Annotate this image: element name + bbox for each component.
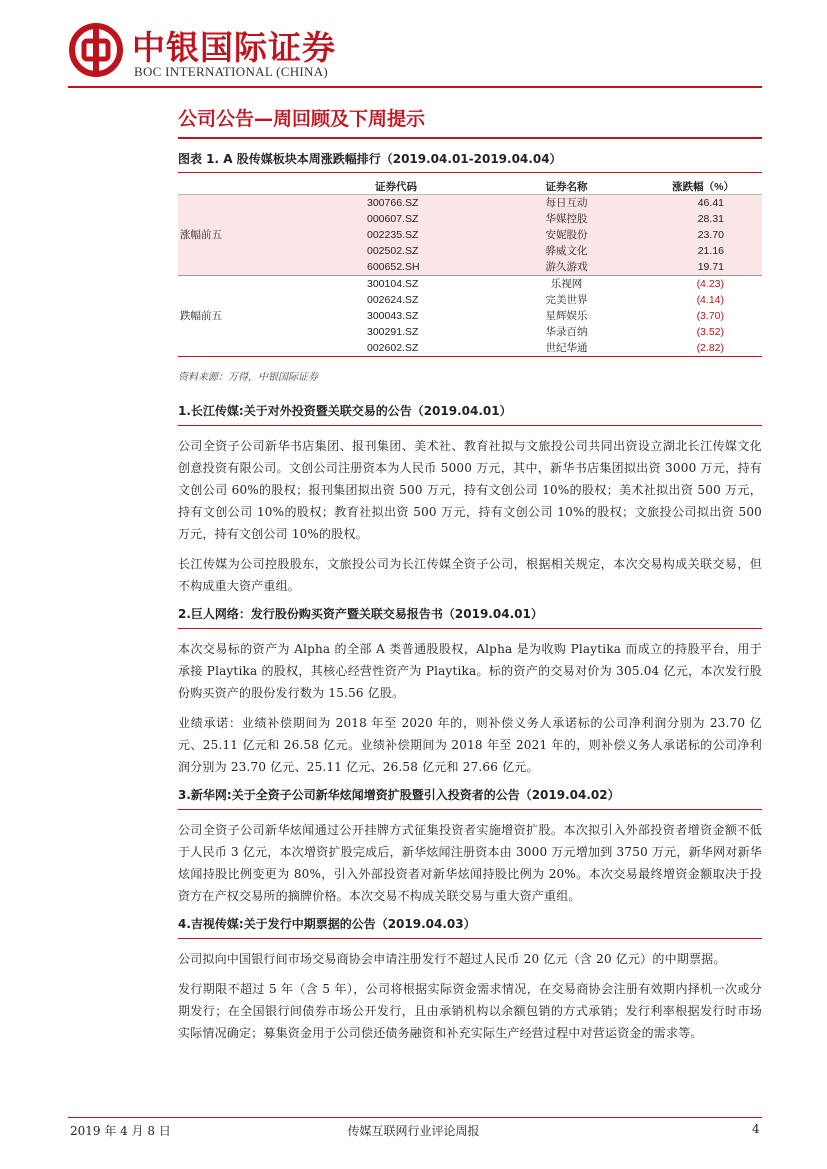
column-header-name: 证券名称 (495, 178, 638, 195)
stock-code: 300104.SZ (367, 276, 495, 293)
stock-name: 骅威文化 (495, 243, 638, 259)
announcement-heading: 4.吉视传媒:关于发行中期票据的公告（2019.04.03） (178, 915, 762, 939)
stock-name: 华录百纳 (545, 326, 588, 338)
announcement-paragraph: 发行期限不超过 5 年（含 5 年），公司将根据实际资金需求情况，在交易商协会注册有效期内择机一次或分期发行；在全国银行间债券市场公开发行，且由承销机构以余额包销的方式承销；发行利率根据发行时市场实际情况确定；募集资金用于公司偿还债务融资和补充实际生产经营过程中对营运资金的需求等。 (178, 982, 762, 1040)
stock-change: 23.70 (638, 227, 762, 243)
footer-report-title: 传媒互联网行业评论周报 (347, 1124, 480, 1138)
stock-change: 19.71 (638, 259, 762, 276)
stock-name: 乐视网 (495, 276, 638, 293)
footer-divider (68, 1117, 762, 1118)
stock-code: 600652.SH (367, 259, 495, 276)
column-header-group (178, 178, 367, 195)
announcement-heading: 3.新华网:关于全资子公司新华炫闻增资扩股暨引入投资者的公告（2019.04.02） (178, 786, 762, 810)
figure-source: 资料来源：万得，中银国际证券 (178, 372, 318, 383)
stock-code: 000607.SZ (367, 211, 495, 227)
footer-date: 2019 年 4 月 8 日 (70, 1124, 171, 1138)
announcement-paragraph: 长江传媒为公司控股股东，文旅投公司为长江传媒全资子公司，根据相关规定，本次交易构成关联交易，但不构成重大资产重组。 (178, 557, 762, 593)
table-header-row (178, 178, 762, 195)
stock-name: 游久游戏 (495, 259, 638, 276)
stock-name: 每日互动 (495, 195, 638, 212)
stock-code: 002624.SZ (367, 294, 419, 306)
header-divider (68, 86, 762, 88)
boc-logo-icon (68, 22, 124, 78)
announcement-paragraph: 本次交易标的资产为 Alpha 的全部 A 类普通股股权，Alpha 是为收购 Playtika 而成立的持股平台，用于承接 Playtika 的股权，其核心经营性资产为 Playtika。标的资产的交易对价为 305.04 亿元，本次发行股份购买资产的股份发行数为 15.56 亿股。 (178, 642, 762, 700)
section-title: 公司公告—周回顾及下周提示 (178, 108, 426, 130)
figure-title: 图表 1. A 股传媒板块本周涨跌幅排行（2019.04.01-2019.04.04） (178, 152, 562, 166)
figure-title-divider (178, 172, 762, 173)
ranking-table (178, 178, 762, 357)
stock-change: 28.31 (638, 211, 762, 227)
stock-change: 21.16 (638, 243, 762, 259)
stock-change: 46.41 (638, 195, 762, 212)
table-row (178, 276, 762, 293)
brand-name-en: BOC INTERNATIONAL (CHINA) (134, 64, 329, 79)
stock-change: (4.23) (638, 276, 762, 293)
stock-change: (3.70) (696, 310, 724, 322)
group-label-gainers: 涨幅前五 (178, 195, 367, 276)
announcement-heading: 2.巨人网络：发行股份购买资产暨关联交易报告书（2019.04.01） (178, 605, 762, 629)
page-number: 4 (752, 1122, 760, 1136)
announcement-paragraph: 公司全资子公司新华炫闻通过公开挂牌方式征集投资者实施增资扩股。本次拟引入外部投资者增资金额不低于人民币 3 亿元，本次增资扩股完成后，新华炫闻注册资本由 3000 万元增加到 3750 万元，新华网对新华炫闻持股比例变更为 80%，引入外部投资者对新华炫闻持股比例为 20%。本次交易最终增资金额取决于投资方在产权交易所的摘牌价格。本次交易不构成关联交易与重大资产重组。 (178, 823, 762, 903)
announcement-1 (178, 402, 762, 597)
group-label-losers: 跌幅前五 (178, 276, 367, 357)
announcement-paragraph: 业绩承诺：业绩补偿期间为 2018 年至 2020 年的，则补偿义务人承诺标的公司净利润分别为 23.70 亿元、25.11 亿元和 26.58 亿元。业绩补偿期间为 2018 年至 2021 年的，则补偿义务人承诺标的公司净利润分别为 23.70 亿元、25.11 亿元、26.58 亿元和 27.66 亿元。 (178, 716, 762, 774)
section-title-divider (178, 137, 762, 139)
stock-name: 世纪华通 (495, 340, 638, 357)
announcement-heading: 1.长江传媒:关于对外投资暨关联交易的公告（2019.04.01） (178, 402, 762, 426)
stock-code: 300043.SZ (367, 310, 419, 322)
announcement-2 (178, 605, 762, 778)
table-row (178, 195, 762, 212)
stock-code: 300766.SZ (367, 195, 495, 212)
stock-name: 完美世界 (545, 294, 588, 306)
stock-name: 星辉娱乐 (545, 310, 588, 322)
stock-code: 002602.SZ (367, 340, 495, 357)
announcement-3 (178, 786, 762, 907)
stock-code: 300291.SZ (367, 326, 419, 338)
stock-code: 002235.SZ (367, 227, 495, 243)
stock-change: (4.14) (696, 294, 724, 306)
stock-name: 华媒控股 (495, 211, 638, 227)
stock-name: 安妮股份 (495, 227, 638, 243)
announcements (178, 402, 762, 1052)
column-header-code: 证券代码 (367, 178, 495, 195)
stock-change: (3.52) (696, 326, 724, 338)
stock-code: 002502.SZ (367, 243, 495, 259)
announcement-paragraph: 公司全资子公司新华书店集团、报刊集团、美术社、教育社拟与文旅投公司共同出资设立湖北长江传媒文化创意投资有限公司。文创公司注册资本为人民币 5000 万元，其中，新华书店集团拟出资 3000 万元，持有文创公司 60%的股权；报刊集团拟出资 500 万元，持有文创公司 10%的股权；美术社拟出资 500 万元，持有文创公司 10%的股权；教育社拟出资 500 万元，持有文创公司 10%的股权；文旅投公司拟出资 500 万元，持有文创公司 10%的股权。 (178, 439, 762, 541)
announcement-4 (178, 915, 762, 1044)
column-header-change: 涨跌幅（%） (638, 178, 762, 195)
announcement-paragraph: 公司拟向中国银行间市场交易商协会申请注册发行不超过人民币 20 亿元（含 20 亿元）的中期票据。 (178, 952, 726, 966)
brand-name-cn: 中银国际证券 (132, 28, 336, 67)
stock-change: (2.82) (638, 340, 762, 357)
